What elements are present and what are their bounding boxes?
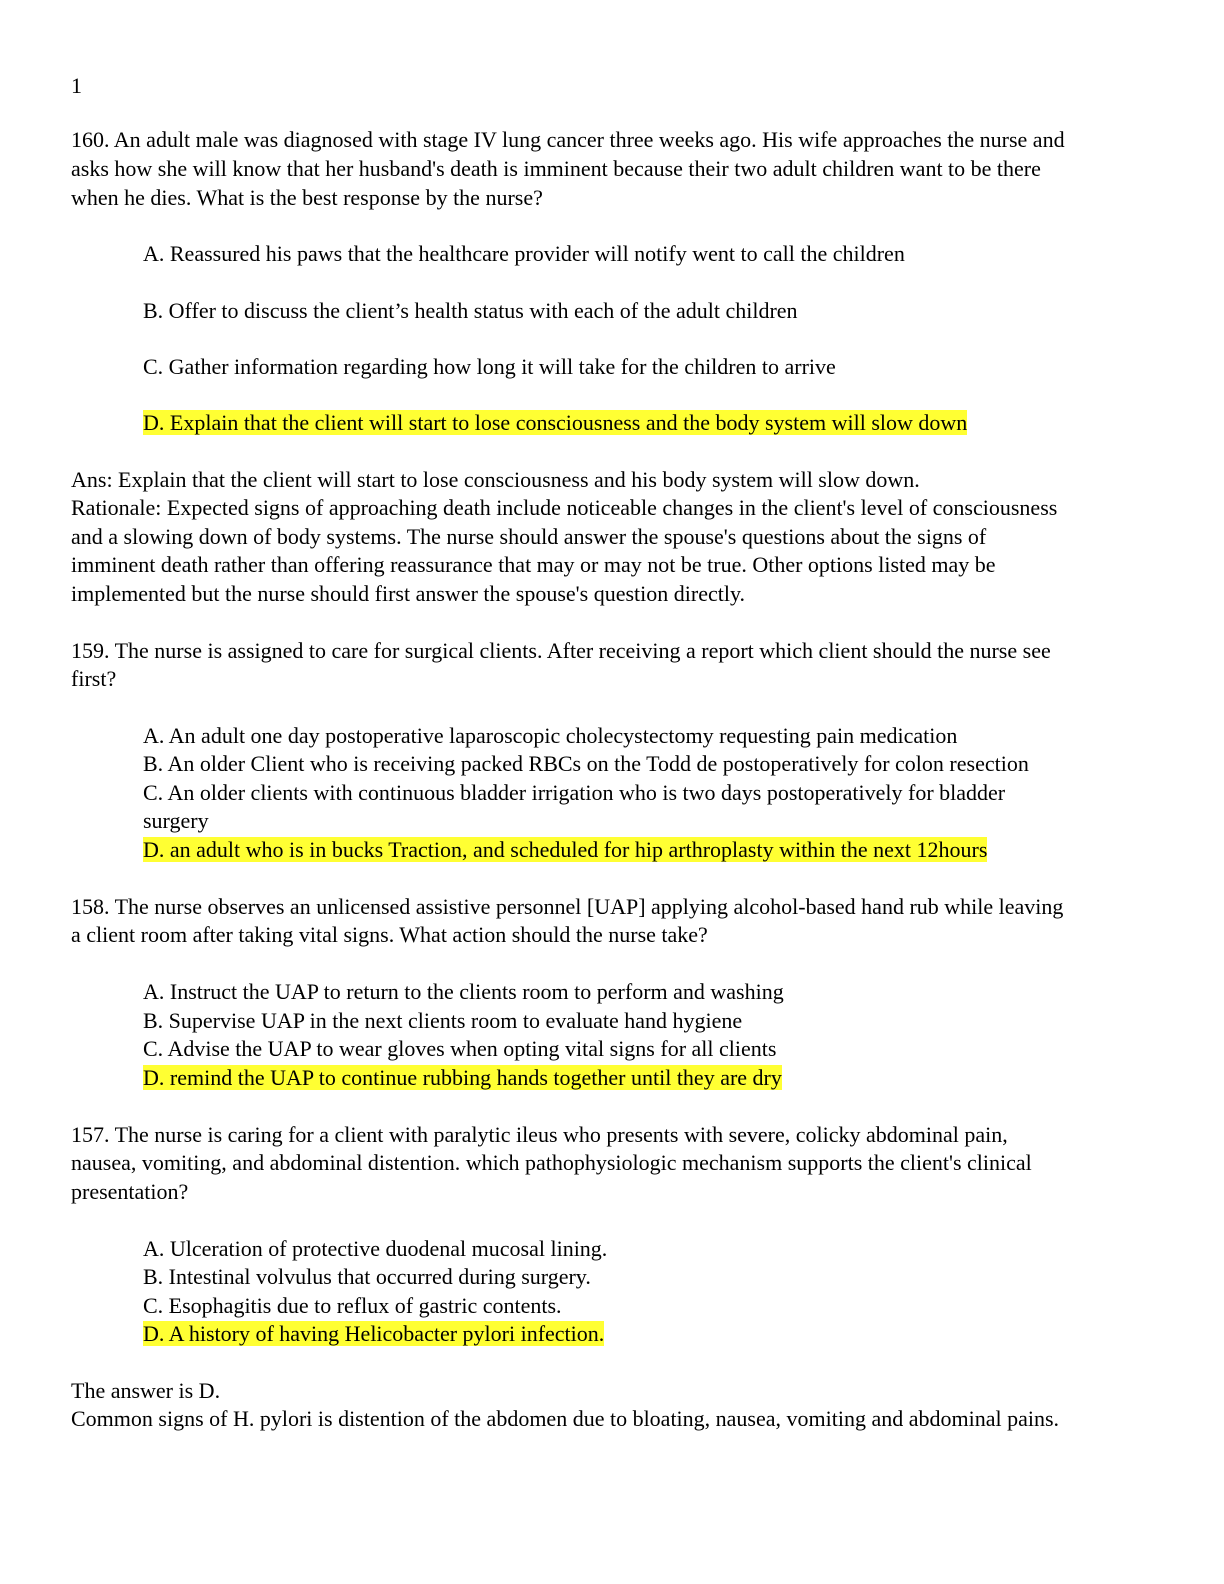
explanation-line: Common signs of H. pylori is distention of the abdomen due to bloating, nausea, vomiting and abdominal pains. [71,1406,1060,1431]
option-d-correct: D. Explain that the client will start to lose consciousness and the body system will slow down [143,410,968,435]
option-c-continued: surgery [143,808,209,833]
question-stem-line: nausea, vomiting, and abdominal distention. which pathophysiologic mechanism supports the client's clinical [71,1150,1032,1175]
question-stem-line: 157. The nurse is caring for a client with paralytic ileus who presents with severe, colicky abdominal pain, [71,1122,1008,1147]
rationale-line: and a slowing down of body systems. The nurse should answer the spouse's questions about the signs of [71,524,987,549]
rationale-line: Rationale: Expected signs of approaching death include noticeable changes in the client's level of consciousness [71,495,1058,520]
question-stem-line: 159. The nurse is assigned to care for surgical clients. After receiving a report which client should the nurse see [71,638,1051,663]
option-c: C. Gather information regarding how long it will take for the children to arrive [143,354,836,379]
rationale-line: implemented but the nurse should first answer the spouse's question directly. [71,581,746,606]
question-stem-line: presentation? [71,1179,189,1204]
option-a: A. Ulceration of protective duodenal mucosal lining. [143,1236,608,1261]
rationale-line: imminent death rather than offering reassurance that may or may not be true. Other options listed may be [71,552,996,577]
question-stem-line: when he dies. What is the best response by the nurse? [71,185,543,210]
question-stem-line: 158. The nurse observes an unlicensed assistive personnel [UAP] applying alcohol-based hand rub while leaving [71,894,1064,919]
option-a: A. Reassured his paws that the healthcare provider will notify went to call the children [143,241,905,266]
option-a: A. An adult one day postoperative laparoscopic cholecystectomy requesting pain medication [143,723,958,748]
option-c: C. Advise the UAP to wear gloves when opting vital signs for all clients [143,1036,777,1061]
option-a: A. Instruct the UAP to return to the clients room to perform and washing [143,979,784,1004]
question-stem-line: asks how she will know that her husband's death is imminent because their two adult children want to be there [71,156,1041,181]
option-b: B. Offer to discuss the client’s health status with each of the adult children [143,298,798,323]
option-d-correct: D. remind the UAP to continue rubbing hands together until they are dry [143,1065,782,1090]
answer-line: Ans: Explain that the client will start to lose consciousness and his body system will slow down. [71,467,920,492]
option-d-correct: D. A history of having Helicobacter pylori infection. [143,1321,605,1346]
question-stem-line: first? [71,666,117,691]
option-c: C. Esophagitis due to reflux of gastric contents. [143,1293,562,1318]
option-b: B. Intestinal volvulus that occurred during surgery. [143,1264,591,1289]
page-number: 1 [71,73,82,98]
question-stem-line: a client room after taking vital signs. What action should the nurse take? [71,922,708,947]
option-c: C. An older clients with continuous bladder irrigation who is two days postoperatively for bladder [143,780,1006,805]
option-b: B. An older Client who is receiving packed RBCs on the Todd de postoperatively for colon resection [143,751,1029,776]
option-b: B. Supervise UAP in the next clients room to evaluate hand hygiene [143,1008,743,1033]
question-stem-line: 160. An adult male was diagnosed with stage IV lung cancer three weeks ago. His wife approaches the nurse and [71,127,1065,152]
option-d-correct: D. an adult who is in bucks Traction, and scheduled for hip arthroplasty within the next 12hours [143,837,988,862]
answer-line: The answer is D. [71,1378,221,1403]
